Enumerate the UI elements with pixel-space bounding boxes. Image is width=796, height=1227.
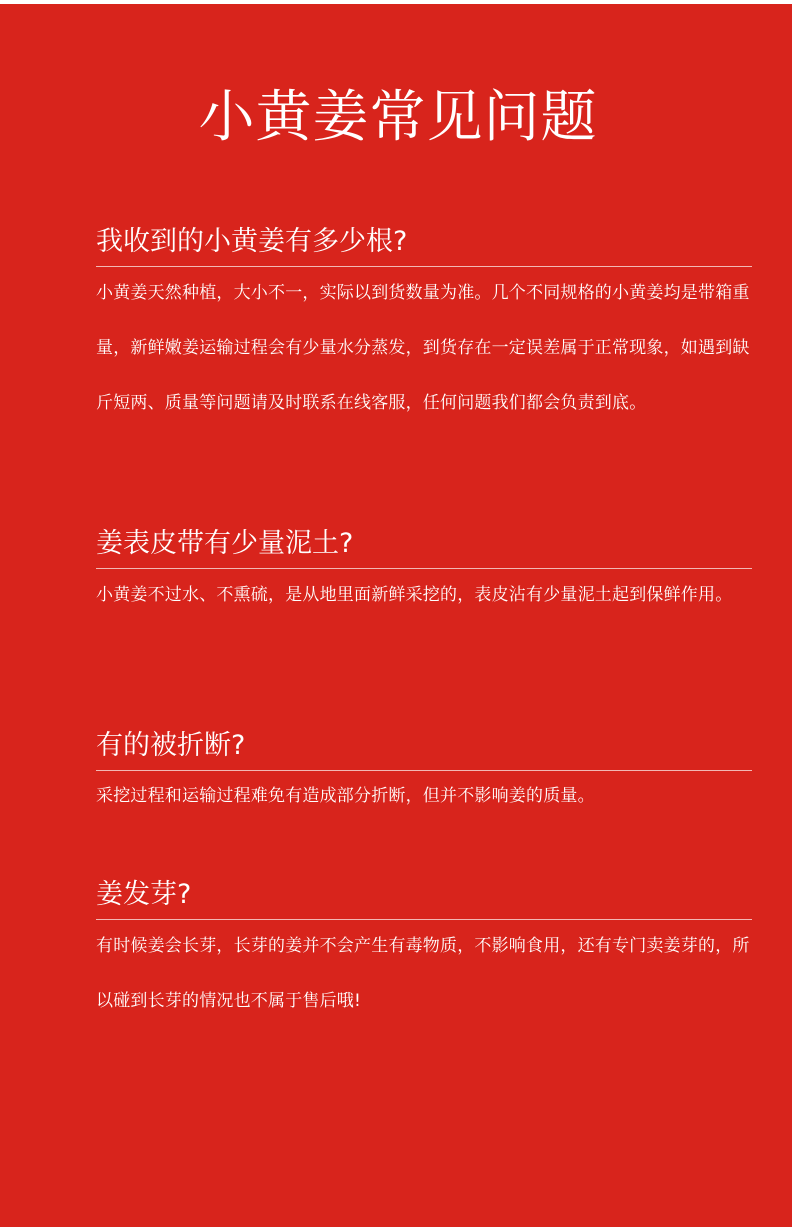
faq-answer: 采挖过程和运输过程难免有造成部分折断，但并不影响姜的质量。 [96,786,595,806]
faq-answer: 有时候姜会长芽，长芽的姜并不会产生有毒物质，不影响食用，还有专门卖姜芽的，所以碰到长芽的情况也不属于售后哦! [96,936,750,1011]
faq-item-broken [96,726,752,824]
faq-question: 有的被折断? [96,730,246,761]
faq-answer: 小黄姜天然种植，大小不一，实际以到货数量为准。几个不同规格的小黄姜均是带箱重量，新鲜嫩姜运输过程会有少量水分蒸发，到货存在一定误差属于正常现象，如遇到缺斤短两、质量等问题请及时联系在线客服，任何问题我们都会负责到底。 [96,283,750,413]
faq-question: 姜表皮带有少量泥土? [96,528,354,559]
faq-answer: 小黄姜不过水、不熏硫，是从地里面新鲜采挖的，表皮沾有少量泥土起到保鲜作用。 [96,585,733,605]
faq-question: 姜发芽? [96,879,192,910]
faq-panel [0,4,792,1227]
faq-item-count [96,222,752,431]
faq-item-soil [96,524,752,623]
page-title: 小黄姜常见问题 [198,85,598,150]
faq-question: 我收到的小黄姜有多少根? [96,226,408,257]
faq-item-sprout [96,875,752,1029]
